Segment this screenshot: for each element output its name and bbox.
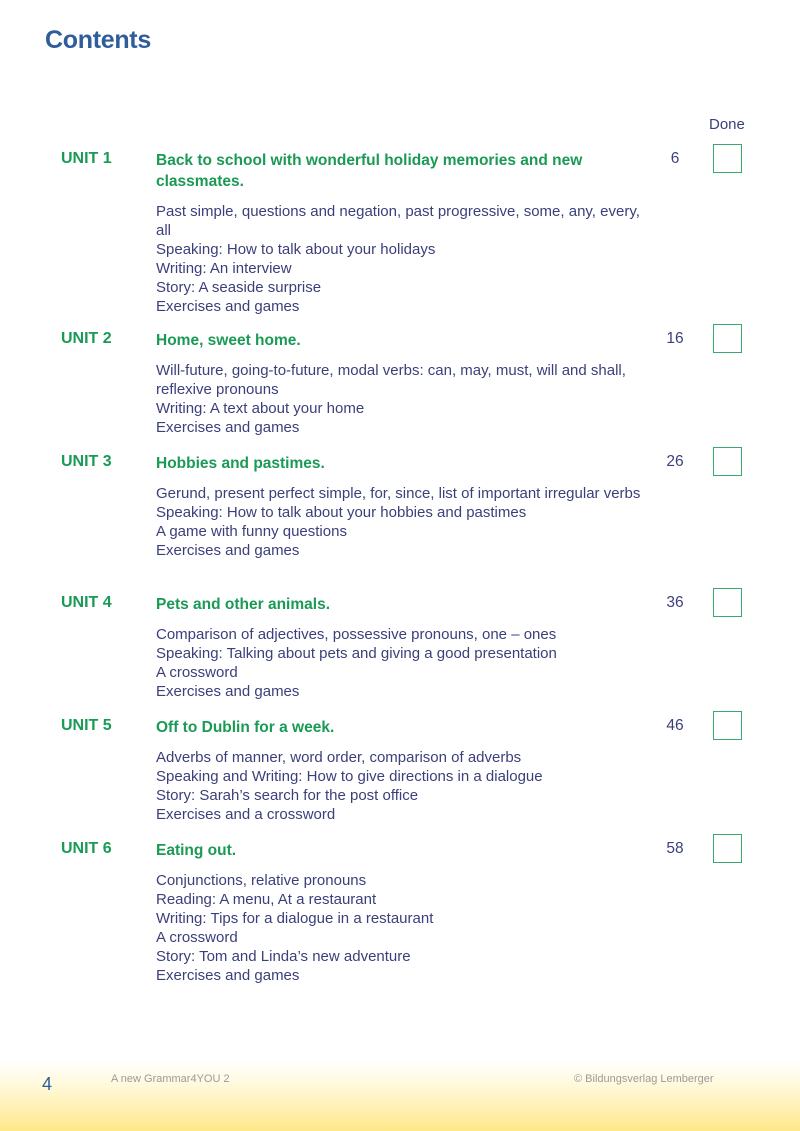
topic-item: Past simple, questions and negation, past progressive, some, any, every, all: [156, 203, 640, 239]
topic-item: Reading: A menu, At a restaurant: [156, 891, 377, 908]
topic-item: Will-future, going-to-future, modal verbs: can, may, must, will and shall, reflexive pronouns: [156, 362, 626, 398]
topic-item: A game with funny questions: [156, 523, 347, 540]
topic-item: Exercises and games: [156, 542, 300, 559]
unit-label: UNIT 2: [61, 330, 112, 347]
topic-item: Writing: Tips for a dialogue in a restaurant: [156, 910, 434, 927]
unit-page-number: 16: [666, 330, 684, 347]
unit-title: Eating out.: [156, 842, 237, 859]
topic-item: Story: Tom and Linda’s new adventure: [156, 948, 411, 965]
done-checkbox[interactable]: [713, 588, 742, 617]
topic-item: Speaking: How to talk about your holidays: [156, 241, 436, 258]
unit-topics: [156, 748, 646, 824]
done-checkbox[interactable]: [713, 711, 742, 740]
unit-page-number: 26: [666, 453, 684, 470]
page-title: Contents: [45, 26, 151, 54]
unit-label: UNIT 3: [61, 453, 112, 470]
topic-item: Gerund, present perfect simple, for, since, list of important irregular verbs: [156, 485, 641, 502]
unit-page-number: 6: [670, 150, 680, 167]
topic-item: A crossword: [156, 664, 238, 681]
topic-item: Story: Sarah’s search for the post office: [156, 787, 419, 804]
topic-item: Adverbs of manner, word order, comparison of adverbs: [156, 749, 522, 766]
done-checkbox[interactable]: [713, 144, 742, 173]
topic-item: Exercises and games: [156, 298, 300, 315]
unit-page-number: 46: [666, 717, 684, 734]
unit-topics: [156, 361, 646, 437]
done-checkbox[interactable]: [713, 324, 742, 353]
topic-item: Speaking and Writing: How to give directions in a dialogue: [156, 768, 543, 785]
topic-item: Comparison of adjectives, possessive pronouns, one – ones: [156, 626, 557, 643]
footer-band: [0, 1060, 800, 1131]
unit-title: Off to Dublin for a week.: [156, 719, 335, 736]
done-checkbox[interactable]: [713, 834, 742, 863]
topic-item: Exercises and games: [156, 419, 300, 436]
unit-label: UNIT 5: [61, 717, 112, 734]
topic-item: Story: A seaside surprise: [156, 279, 322, 296]
unit-label: UNIT 4: [61, 594, 112, 611]
footer-book-title: A new Grammar4YOU 2: [111, 1073, 230, 1085]
topic-item: A crossword: [156, 929, 238, 946]
topic-item: Writing: An interview: [156, 260, 292, 277]
footer-copyright: © Bildungsverlag Lemberger: [574, 1073, 714, 1085]
topic-item: Exercises and games: [156, 683, 300, 700]
unit-title: Home, sweet home.: [156, 332, 301, 349]
unit-title: Back to school with wonderful holiday memories and new classmates.: [156, 152, 583, 190]
unit-topics: [156, 202, 646, 316]
done-checkbox[interactable]: [713, 447, 742, 476]
unit-topics: [156, 484, 646, 560]
footer-page-number: 4: [42, 1074, 53, 1094]
unit-label: UNIT 1: [61, 150, 112, 167]
topic-item: Writing: A text about your home: [156, 400, 365, 417]
topic-item: Speaking: How to talk about your hobbies and pastimes: [156, 504, 527, 521]
unit-title: Hobbies and pastimes.: [156, 455, 325, 472]
unit-title: Pets and other animals.: [156, 596, 330, 613]
topic-item: Exercises and games: [156, 967, 300, 984]
topic-item: Speaking: Talking about pets and giving a good presentation: [156, 645, 557, 662]
topic-item: Exercises and a crossword: [156, 806, 336, 823]
topic-item: Conjunctions, relative pronouns: [156, 872, 367, 889]
unit-topics: [156, 871, 646, 985]
unit-page-number: 58: [666, 840, 684, 857]
unit-page-number: 36: [666, 594, 684, 611]
unit-topics: [156, 625, 646, 701]
done-column-header: Done: [709, 116, 745, 133]
unit-label: UNIT 6: [61, 840, 112, 857]
